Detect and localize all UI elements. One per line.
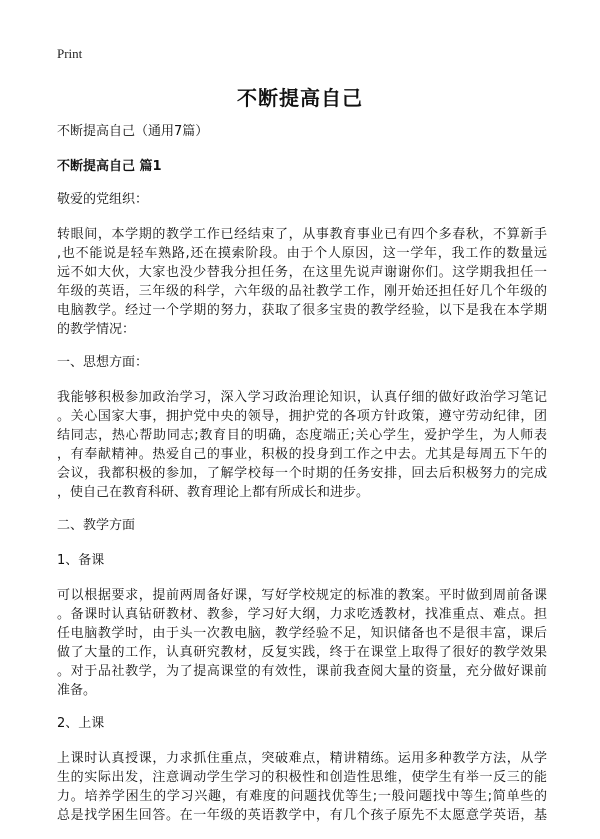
text-line: 转眼间，本学期的教学工作已经结束了，从事教育事业已有四个多春秋，不算新手 — [57, 227, 547, 242]
sub1-title: 1、备课 — [57, 553, 105, 568]
text-line: 准备。 — [57, 683, 97, 698]
text-line: 的教学情况： — [57, 322, 136, 337]
sub1-paragraph — [57, 586, 547, 700]
text-line: 。备课时认真钻研教材、教参，学习好大纲，力求吃透教材，找准重点、难点。担 — [57, 607, 547, 622]
text-line: 总是找学困生回答。在一年级的英语教学中，有几个孩子原先不太愿意学英语，基 — [57, 808, 547, 823]
text-line: 。对于品社教学，为了提高课堂的有效性，课前我查阅大量的资量，充分做好课前 — [57, 664, 547, 679]
text-line: 力。培养学困生的学习兴趣，有难度的问题找优等生;一般问题找中等生;简单些的 — [57, 789, 547, 804]
text-line: 电脑教学。经过一个学期的努力，获取了很多宝贵的教学经验，以下是我在本学期 — [57, 303, 547, 318]
text-line: 我能够积极参加政治学习，深入学习政治理论知识，认真仔细的做好政治学习笔记 — [57, 390, 547, 405]
print-link[interactable]: Print — [57, 46, 83, 61]
text-line: 结同志，热心帮助同志;教育目的明确，态度端正;关心学生，爱护学生，为人师表 — [57, 428, 547, 443]
text-line: 做了大量的工作，认真研究教材，反复实践，终于在课堂上取得了很好的教学效果 — [57, 645, 547, 660]
text-line: 年级的英语，三年级的科学，六年级的品社教学工作，刚开始还担任好几个年级的 — [57, 284, 547, 299]
text-line: ,也不能说是轻车熟路,还在摸索阶段。由于个人原因，这一学年，我工作的数量远 — [57, 246, 547, 261]
intro-paragraph — [57, 225, 547, 339]
text-line: ，有奉献精神。热爱自己的事业，积极的投身到工作之中去。尤其是每周五下午的 — [57, 447, 547, 462]
section-heading: 不断提高自己 篇1 — [57, 159, 162, 174]
section2-title: 二、教学方面 — [57, 518, 136, 533]
sub2-title: 2、上课 — [57, 716, 105, 731]
section1-paragraph — [57, 388, 547, 502]
text-line: 任电脑教学时，由于头一次教电脑，教学经验不足，知识储备也不是很丰富，课后 — [57, 626, 547, 641]
text-line: 远不如大伙，大家也没少替我分担任务，在这里先说声谢谢你们。这学期我担任一 — [57, 265, 547, 280]
page-title: 不断提高自己 — [237, 86, 363, 110]
sub2-paragraph — [57, 749, 547, 825]
document-body — [57, 122, 547, 839]
text-line: 会议，我都积极的参加，了解学校每一个时期的任务安排，回去后积极努力的完成 — [57, 466, 547, 481]
text-line: 可以根据要求，提前两周备好课，写好学校规定的标准的教案。平时做到周前备课 — [57, 588, 547, 603]
document-subtitle: 不断提高自己（通用7篇） — [57, 124, 209, 139]
text-line: 。关心国家大事，拥护党中央的领导，拥护党的各项方针政策，遵守劳动纪律，团 — [57, 409, 547, 424]
salutation: 敬爱的党组织： — [57, 192, 149, 207]
section1-title: 一、思想方面： — [57, 355, 149, 370]
text-line: 上课时认真授课，力求抓住重点，突破难点，精讲精练。运用多种教学方法，从学 — [57, 751, 547, 766]
text-line: ，使自己在教育科研、教育理论上都有所成长和进步。 — [57, 485, 370, 500]
text-line: 生的实际出发，注意调动学生学习的积极性和创造性思维，使学生有举一反三的能 — [57, 770, 547, 785]
